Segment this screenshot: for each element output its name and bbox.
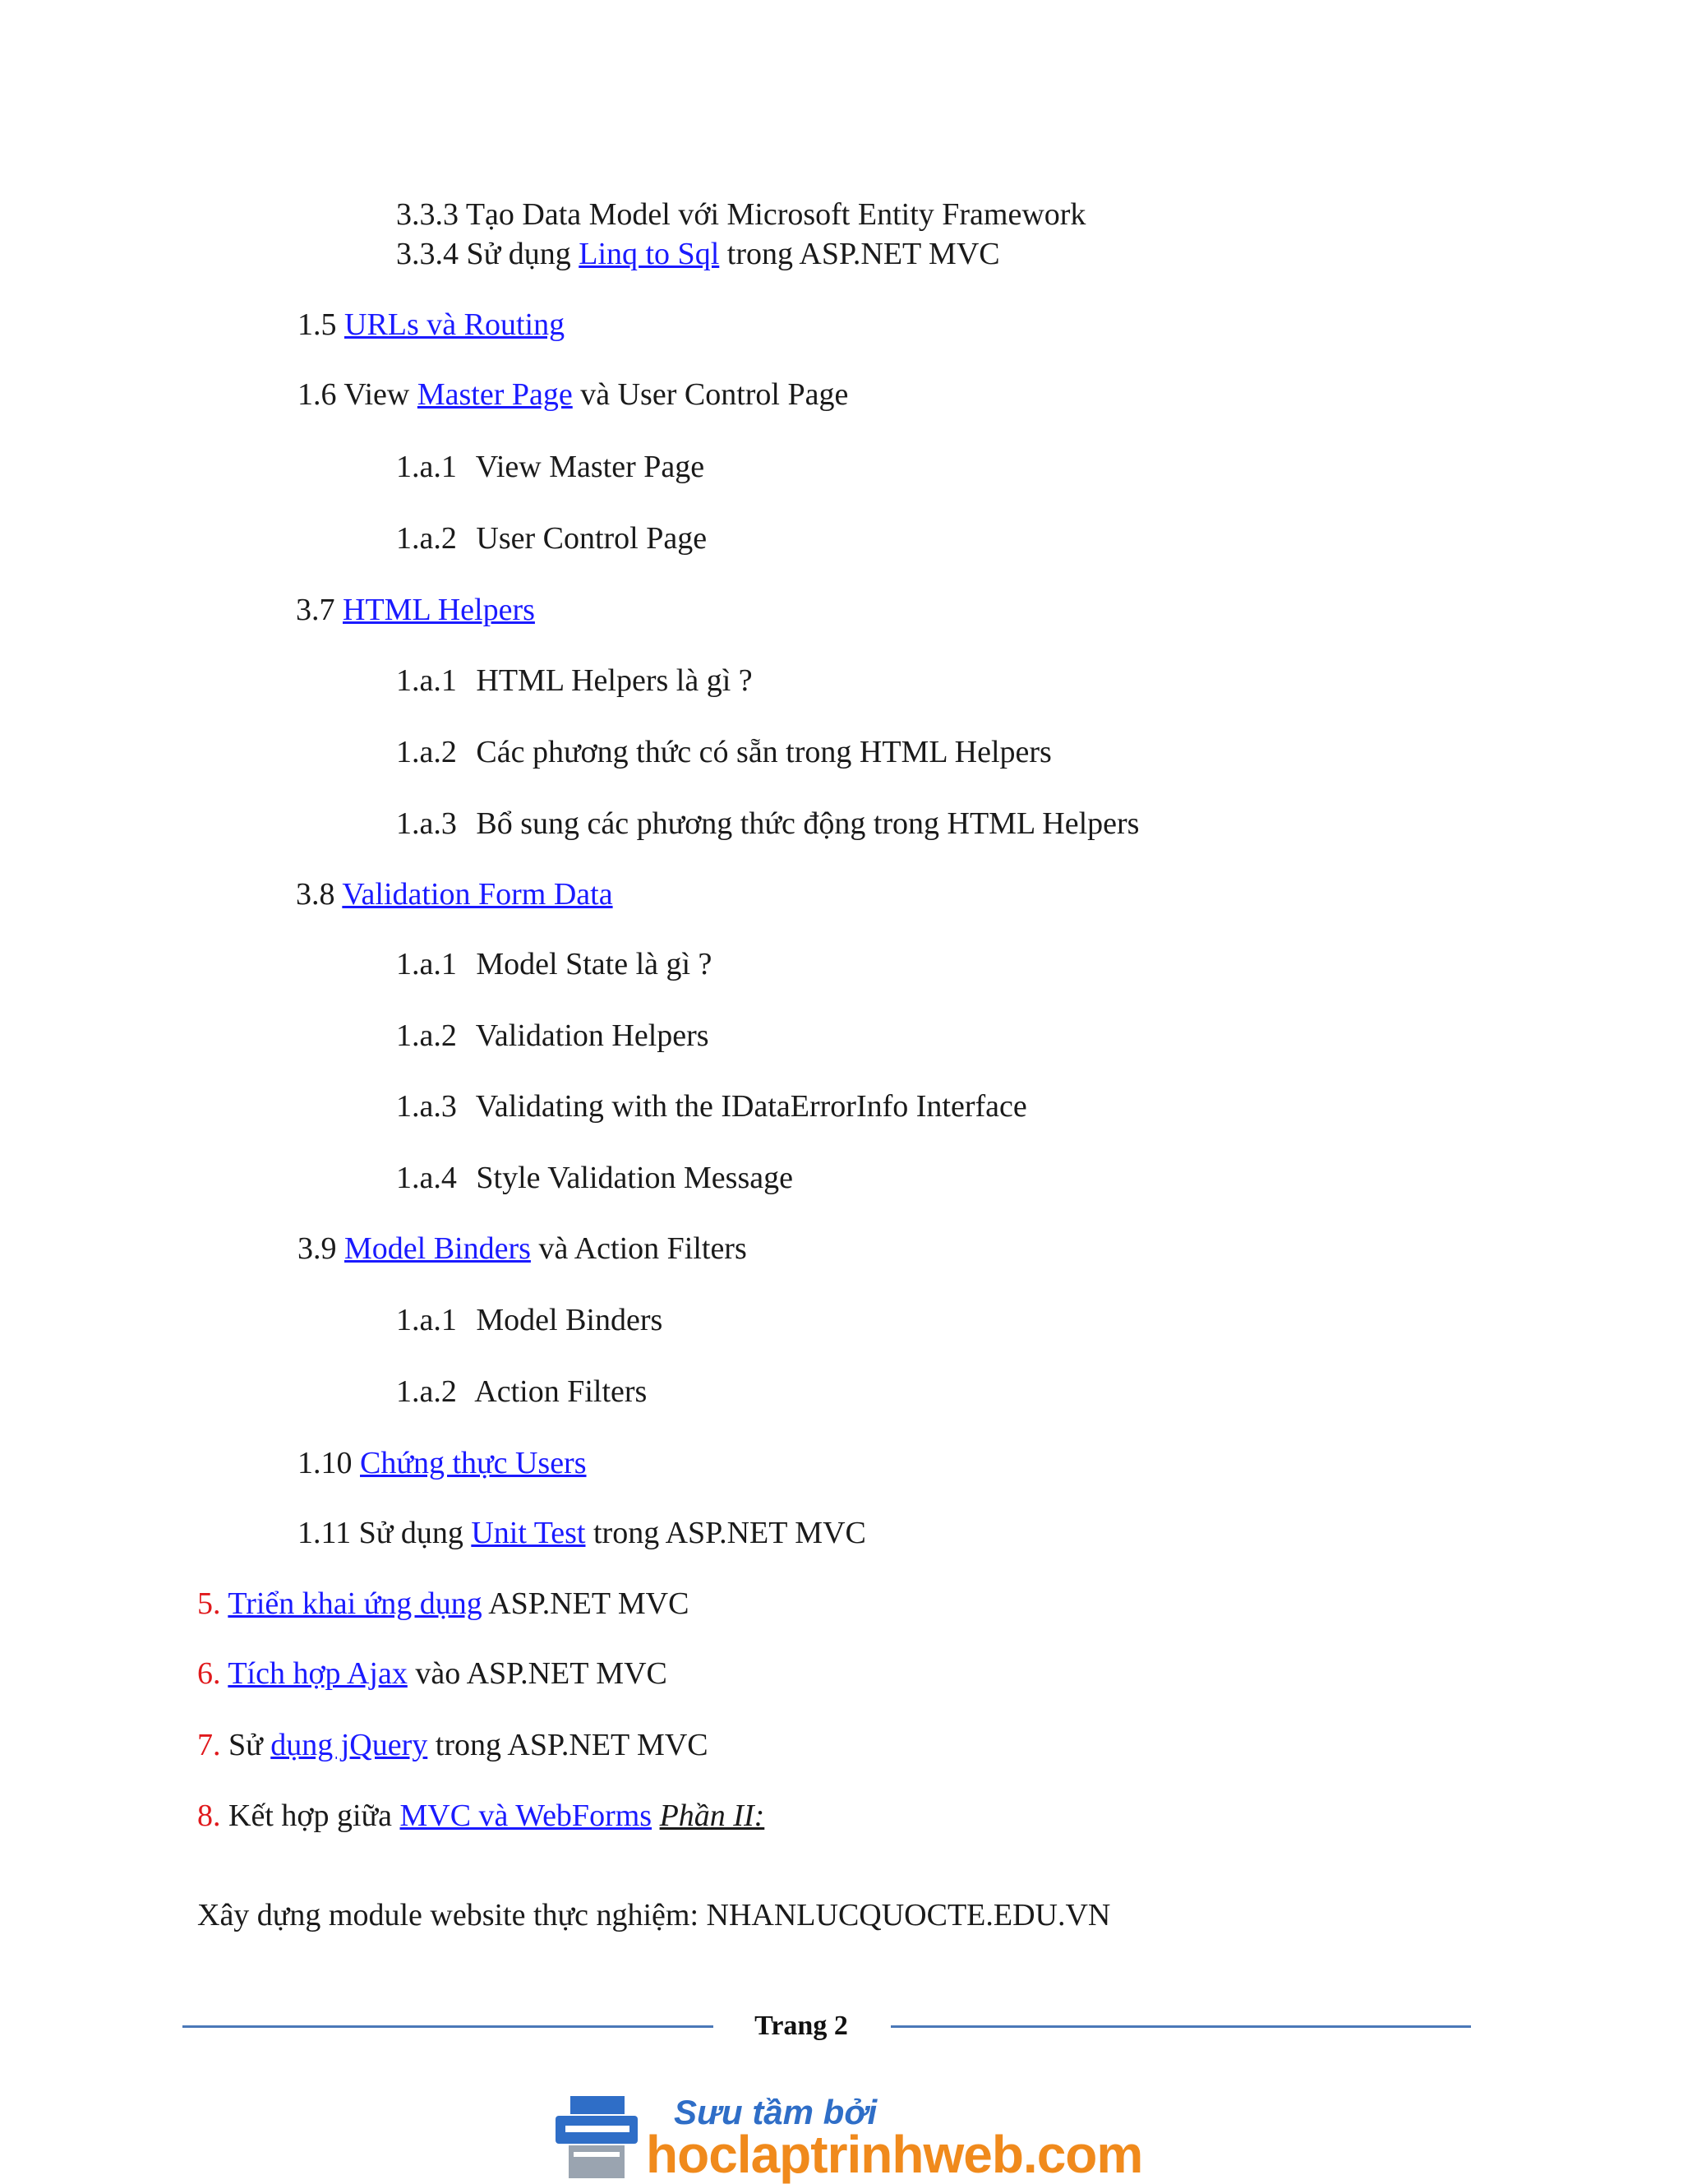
toc-number: 3.3.3	[396, 197, 459, 232]
toc-text: View Master Page	[475, 450, 705, 484]
toc-link-unit-test[interactable]: Unit Test	[471, 1516, 586, 1550]
toc-number: 1.a.1	[396, 947, 457, 981]
toc-link-model-binders[interactable]: Model Binders	[344, 1231, 531, 1266]
toc-entry	[396, 662, 753, 700]
toc-number: 1.6	[297, 377, 337, 412]
toc-number: 7.	[197, 1728, 221, 1762]
module-heading: Xây dựng module website thực nghiệm: NHANLUCQUOCTE.EDU.VN	[197, 1898, 1111, 1932]
toc-number: 1.a.3	[396, 806, 457, 841]
printer-icon	[554, 2093, 644, 2178]
toc-link-validation-form-data[interactable]: Validation Form Data	[342, 877, 613, 912]
toc-link-html-helpers[interactable]: HTML Helpers	[343, 593, 535, 627]
toc-link-dung-jquery[interactable]: dụng jQuery	[270, 1728, 428, 1762]
toc-text-after: trong ASP.NET MVC	[593, 1516, 866, 1550]
toc-link-trien-khai-ung-dung[interactable]: Triển khai ứng dụng	[228, 1586, 482, 1621]
toc-link-mvc-webforms[interactable]: MVC và WebForms	[399, 1798, 652, 1833]
toc-entry	[197, 1726, 708, 1764]
footer-rule-left	[182, 2025, 713, 2028]
toc-link-master-page[interactable]: Master Page	[417, 377, 573, 412]
toc-entry	[297, 306, 565, 344]
toc-text: Sử dụng	[466, 237, 571, 271]
toc-link-linq-to-sql[interactable]: Linq to Sql	[579, 237, 720, 271]
toc-text: Model State là gì ?	[476, 947, 712, 981]
toc-text: Validating with the IDataErrorInfo Interface	[475, 1089, 1027, 1124]
toc-text: Validation Helpers	[475, 1018, 709, 1053]
toc-entry	[396, 945, 712, 983]
toc-entry	[396, 1373, 647, 1411]
toc-link-urls-routing[interactable]: URLs và Routing	[344, 307, 565, 342]
toc-text: Action Filters	[474, 1374, 648, 1409]
toc-entry	[396, 1159, 793, 1197]
toc-number: 1.a.1	[396, 663, 457, 698]
toc-entry	[396, 805, 1139, 843]
toc-number: 1.10	[297, 1446, 353, 1480]
toc-entry	[297, 1230, 747, 1267]
toc-text: Style Validation Message	[476, 1161, 793, 1195]
toc-entry	[197, 1585, 689, 1623]
toc-number: 3.7	[296, 593, 335, 627]
toc-entry	[296, 875, 613, 913]
toc-number: 1.a.2	[396, 1018, 457, 1053]
toc-number: 3.9	[297, 1231, 337, 1266]
toc-text-after: ASP.NET MVC	[488, 1586, 689, 1621]
toc-text: Các phương thức có sẵn trong HTML Helpers	[476, 735, 1052, 769]
toc-entry	[396, 1087, 1027, 1125]
toc-text: Sử	[228, 1728, 263, 1762]
toc-text: Sử dụng	[358, 1516, 463, 1550]
toc-number: 1.a.2	[396, 521, 457, 556]
toc-entry	[396, 519, 707, 557]
toc-entry	[396, 196, 1086, 233]
toc-text: Model Binders	[476, 1303, 663, 1337]
toc-number: 1.a.2	[396, 735, 457, 769]
toc-number: 1.11	[297, 1516, 352, 1550]
logo-site-name: hoclaptrinhweb.com	[646, 2125, 1143, 2184]
toc-number: 1.5	[297, 307, 337, 342]
toc-entry	[297, 376, 848, 413]
toc-entry	[297, 1514, 866, 1552]
toc-text: View	[344, 377, 410, 412]
toc-entry	[396, 448, 704, 486]
toc-text-after: trong ASP.NET MVC	[726, 237, 1000, 271]
toc-text-after: vào ASP.NET MVC	[415, 1656, 667, 1691]
toc-number: 1.a.1	[396, 450, 457, 484]
toc-link-chung-thuc-users[interactable]: Chứng thực Users	[360, 1446, 587, 1480]
toc-number: 1.a.3	[396, 1089, 457, 1124]
toc-number: 5.	[197, 1586, 221, 1621]
footer-rule-right	[891, 2025, 1471, 2028]
toc-entry	[197, 1797, 764, 1835]
toc-text-after: trong ASP.NET MVC	[435, 1728, 708, 1762]
toc-entry	[197, 1655, 667, 1692]
toc-text: Bổ sung các phương thức động trong HTML Helpers	[476, 806, 1140, 841]
toc-number: 3.8	[296, 877, 335, 912]
toc-link-tich-hop-ajax[interactable]: Tích hợp Ajax	[228, 1656, 408, 1691]
toc-text-after: và Action Filters	[538, 1231, 747, 1266]
toc-number: 1.a.1	[396, 1303, 457, 1337]
toc-entry	[297, 1444, 587, 1482]
toc-entry	[296, 591, 535, 629]
toc-number: 8.	[197, 1798, 221, 1833]
toc-entry	[396, 733, 1052, 771]
toc-text: HTML Helpers là gì ?	[476, 663, 753, 698]
toc-text: Kết hợp giữa	[228, 1798, 392, 1833]
toc-number: 1.a.2	[396, 1374, 457, 1409]
toc-number: 1.a.4	[396, 1161, 457, 1195]
page-number: Trang 2	[754, 2011, 848, 2041]
toc-entry	[396, 1301, 662, 1339]
toc-number: 3.3.4	[396, 237, 459, 271]
site-logo	[554, 2093, 1146, 2184]
toc-entry	[396, 1017, 709, 1055]
toc-text: Tạo Data Model với Microsoft Entity Framework	[465, 197, 1086, 232]
part-label: Phần II:	[659, 1798, 765, 1833]
toc-text-after: và User Control Page	[580, 377, 849, 412]
toc-entry	[396, 235, 1000, 273]
toc-number: 6.	[197, 1656, 221, 1691]
toc-text: User Control Page	[476, 521, 708, 556]
logo-tagline: Sưu tầm bởi	[674, 2093, 878, 2131]
